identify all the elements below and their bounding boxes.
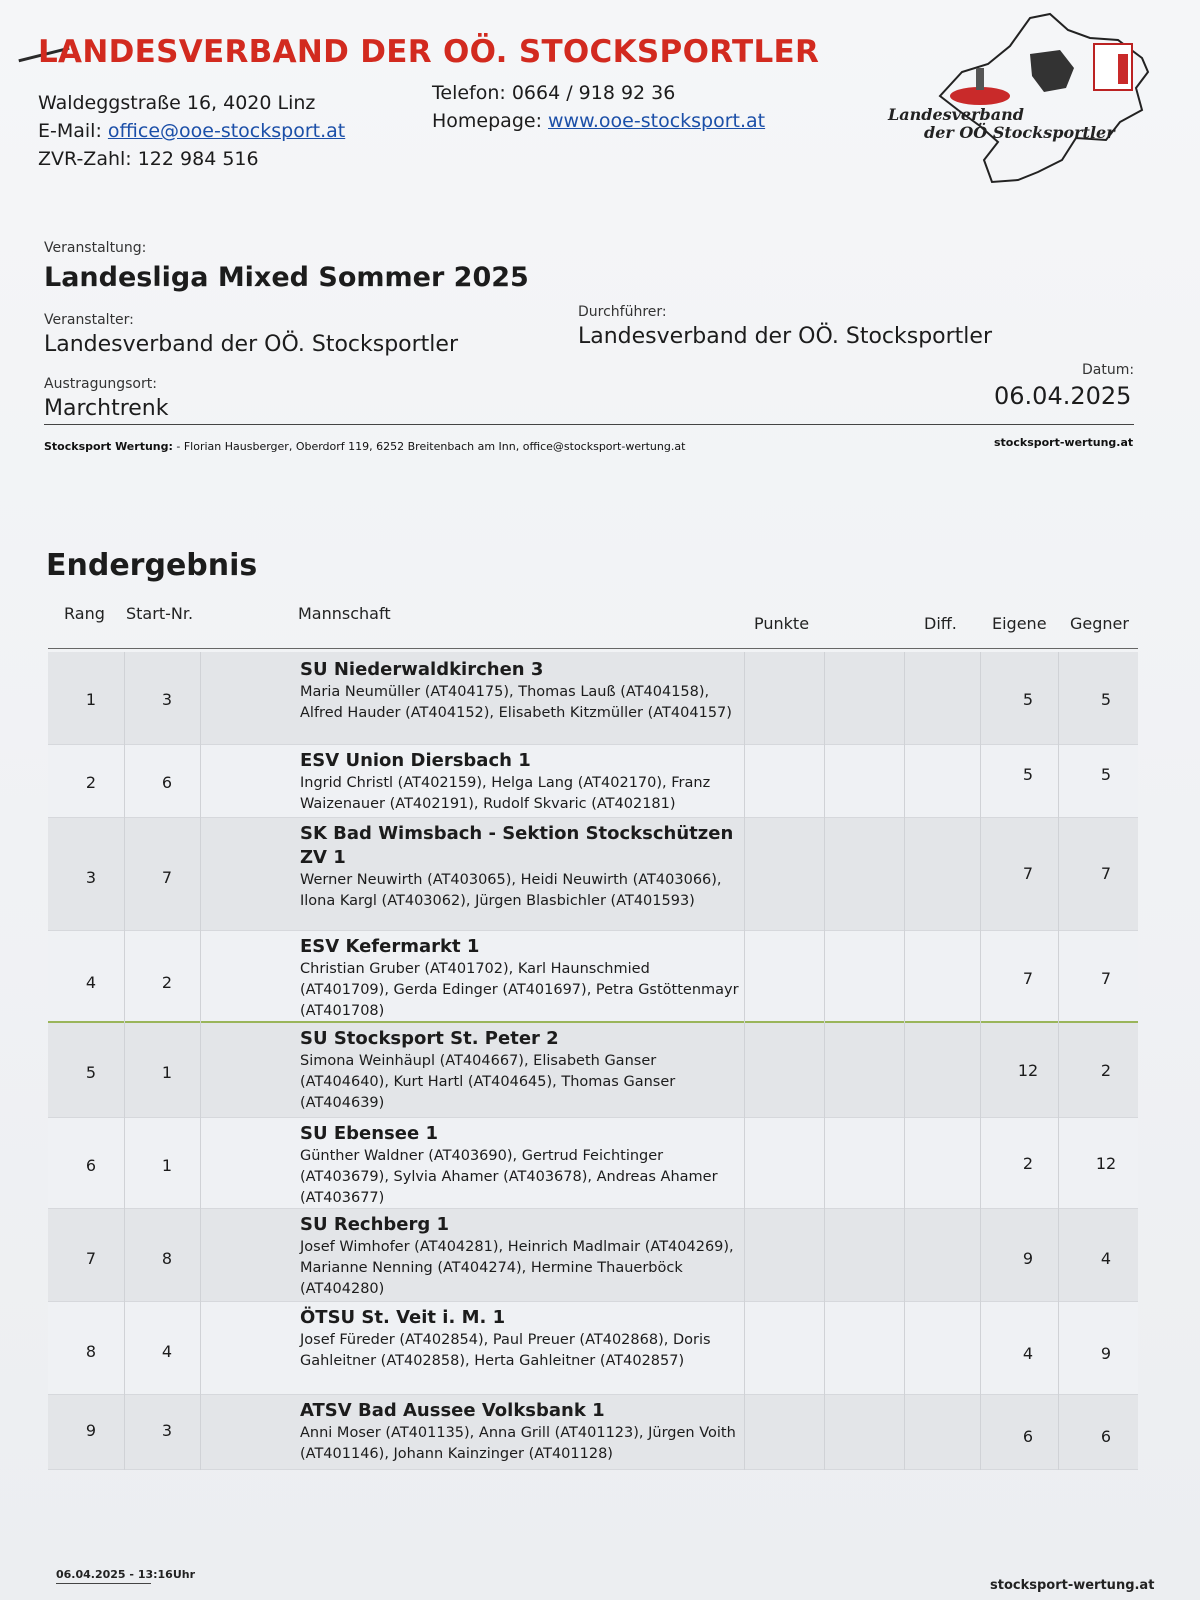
durchfuehrer-value: Landesverband der OÖ. Stocksportler	[578, 324, 992, 349]
column-divider	[124, 652, 125, 1470]
table-row	[48, 1023, 1138, 1118]
col-header-rang: Rang	[64, 604, 105, 623]
table-row	[48, 818, 1138, 931]
row-rang: 2	[85, 773, 97, 792]
row-team	[300, 749, 740, 815]
row-gegner: 6	[1100, 1427, 1112, 1446]
row-gegner: 9	[1100, 1344, 1112, 1363]
table-row	[48, 1118, 1138, 1209]
row-team	[300, 1399, 740, 1465]
datum-value: 06.04.2025	[994, 382, 1132, 410]
col-header-eigene: Eigene	[992, 614, 1047, 633]
team-players: Günther Waldner (AT403690), Gertrud Feichtinger (AT403679), Sylvia Ahamer (AT403678), Andreas Ahamer (AT403677)	[300, 1148, 718, 1206]
row-start: 1	[161, 1156, 173, 1175]
row-eigene: 2	[1022, 1154, 1034, 1173]
team-players: Ingrid Christl (AT402159), Helga Lang (AT402170), Franz Waizenauer (AT402191), Rudolf Skvaric (AT402181)	[300, 775, 711, 812]
wertung-site: stocksport-wertung.at	[994, 436, 1134, 449]
row-start: 1	[161, 1063, 173, 1082]
row-team	[300, 822, 740, 912]
ort-value: Marchtrenk	[44, 396, 169, 421]
column-divider	[824, 652, 825, 1470]
homepage-label: Homepage:	[432, 110, 542, 132]
datum-label: Datum:	[1082, 362, 1135, 378]
table-row	[48, 1395, 1138, 1470]
column-divider	[980, 652, 981, 1470]
col-header-punkte: Punkte	[754, 614, 810, 633]
team-players: Anni Moser (AT401135), Anna Grill (AT401123), Jürgen Voith (AT401146), Johann Kainzinger (AT401128)	[300, 1425, 736, 1462]
row-gegner: 5	[1100, 765, 1112, 784]
ort-label: Austragungsort:	[44, 376, 157, 392]
footer-timestamp: 06.04.2025 - 13:16Uhr	[56, 1568, 196, 1581]
logo-caption	[888, 106, 1115, 142]
col-header-diff: Diff.	[924, 614, 957, 633]
results-title: Endergebnis	[46, 548, 258, 583]
row-eigene: 9	[1022, 1249, 1034, 1268]
row-team	[300, 658, 740, 724]
row-eigene: 6	[1022, 1427, 1034, 1446]
row-rang: 4	[85, 973, 97, 992]
row-rang: 3	[85, 868, 97, 887]
row-gegner: 7	[1100, 969, 1112, 988]
team-name: ESV Union Diersbach 1	[300, 750, 531, 771]
column-divider	[1058, 652, 1059, 1470]
row-start: 3	[161, 1421, 173, 1440]
row-start: 8	[161, 1249, 173, 1268]
wertung-line	[44, 440, 685, 453]
row-team	[300, 1122, 740, 1209]
team-name: SU Rechberg 1	[300, 1214, 450, 1235]
row-rang: 6	[85, 1156, 97, 1175]
team-players: Christian Gruber (AT401702), Karl Haunschmied (AT401709), Gerda Edinger (AT401697), Petra Gstöttenmayr (AT401708)	[300, 961, 739, 1019]
address: Waldeggstraße 16, 4020 Linz	[38, 92, 316, 114]
column-divider	[200, 652, 201, 1470]
wertung-text: - Florian Hausberger, Oberdorf 119, 6252 Breitenbach am Inn, office@stocksport-wertung.at	[176, 440, 686, 453]
event-title: Landesliga Mixed Sommer 2025	[44, 262, 529, 293]
row-gegner: 4	[1100, 1249, 1112, 1268]
eagle-crest-icon	[1030, 50, 1074, 92]
team-name: ÖTSU St. Veit i. M. 1	[300, 1307, 506, 1328]
results-table	[48, 652, 1138, 1470]
row-team	[300, 1213, 740, 1300]
col-header-start: Start-Nr.	[126, 604, 194, 623]
homepage-link[interactable]: www.ooe-stocksport.at	[548, 110, 766, 132]
col-header-team: Mannschaft	[298, 604, 391, 623]
team-players: Simona Weinhäupl (AT404667), Elisabeth Ganser (AT404640), Kurt Hartl (AT404645), Thomas Ganser (AT404639)	[300, 1053, 676, 1111]
row-rang: 9	[85, 1421, 97, 1440]
row-eigene: 5	[1022, 690, 1034, 709]
row-start: 3	[161, 690, 173, 709]
row-start: 6	[161, 773, 173, 792]
column-divider	[904, 652, 905, 1470]
row-eigene: 7	[1022, 864, 1034, 883]
phone: Telefon: 0664 / 918 92 36	[432, 82, 676, 104]
wertung-label: Stocksport Wertung:	[44, 440, 173, 453]
team-players: Werner Neuwirth (AT403065), Heidi Neuwirth (AT403066), Ilona Kargl (AT403062), Jürgen Blasbichler (AT401593)	[300, 872, 722, 909]
logo-caption-line2: der OÖ Stocksportler	[924, 123, 1115, 142]
row-eigene: 12	[1017, 1061, 1039, 1080]
email-label: E-Mail:	[38, 120, 102, 142]
association-logo	[880, 10, 1160, 190]
row-eigene: 5	[1022, 765, 1034, 784]
table-row	[48, 745, 1138, 818]
row-rang: 8	[85, 1342, 97, 1361]
row-gegner: 5	[1100, 690, 1112, 709]
logo-caption-line1: Landesverband	[888, 105, 1024, 124]
row-team	[300, 1027, 740, 1114]
footer-underline	[56, 1583, 151, 1584]
table-header-divider	[48, 648, 1138, 649]
team-name: SK Bad Wimsbach - Sektion Stockschützen ZV 1	[300, 823, 734, 868]
team-name: SU Niederwaldkirchen 3	[300, 659, 544, 680]
table-row	[48, 931, 1138, 1023]
email-line	[38, 120, 345, 142]
row-gegner: 12	[1095, 1154, 1117, 1173]
row-eigene: 4	[1022, 1344, 1034, 1363]
row-team	[300, 1306, 740, 1372]
col-header-gegner: Gegner	[1070, 614, 1129, 633]
table-row	[48, 1209, 1138, 1302]
zvr-number: ZVR-Zahl: 122 984 516	[38, 148, 259, 170]
row-gegner: 7	[1100, 864, 1112, 883]
org-title: LANDESVERBAND DER OÖ. STOCKSPORTLER	[38, 34, 820, 70]
team-name: SU Ebensee 1	[300, 1123, 438, 1144]
veranstalter-label: Veranstalter:	[44, 312, 134, 328]
column-divider	[744, 652, 745, 1470]
row-start: 2	[161, 973, 173, 992]
row-start: 4	[161, 1342, 173, 1361]
durchfuehrer-label: Durchführer:	[578, 304, 667, 320]
team-players: Josef Füreder (AT402854), Paul Preuer (AT402868), Doris Gahleitner (AT402858), Herta Gahleitner (AT402857)	[300, 1332, 711, 1369]
row-rang: 7	[85, 1249, 97, 1268]
row-gegner: 2	[1100, 1061, 1112, 1080]
row-start: 7	[161, 868, 173, 887]
veranstaltung-label: Veranstaltung:	[44, 240, 147, 256]
team-players: Maria Neumüller (AT404175), Thomas Lauß (AT404158), Alfred Hauder (AT404152), Elisabeth Kitzmüller (AT404157)	[300, 684, 732, 721]
table-row	[48, 652, 1138, 745]
veranstalter-value: Landesverband der OÖ. Stocksportler	[44, 332, 458, 357]
header-divider	[44, 424, 1134, 425]
row-team	[300, 935, 740, 1022]
team-name: ESV Kefermarkt 1	[300, 936, 480, 957]
team-name: ATSV Bad Aussee Volksbank 1	[300, 1400, 605, 1421]
row-rang: 5	[85, 1063, 97, 1082]
team-players: Josef Wimhofer (AT404281), Heinrich Madlmair (AT404269), Marianne Nenning (AT404274), Hermine Thauerböck (AT404280)	[300, 1239, 734, 1297]
team-name: SU Stocksport St. Peter 2	[300, 1028, 559, 1049]
row-eigene: 7	[1022, 969, 1034, 988]
table-row	[48, 1302, 1138, 1395]
homepage-line	[432, 110, 765, 132]
email-link[interactable]: office@ooe-stocksport.at	[107, 120, 346, 142]
footer-site: stocksport-wertung.at	[990, 1578, 1155, 1593]
row-rang: 1	[85, 690, 97, 709]
